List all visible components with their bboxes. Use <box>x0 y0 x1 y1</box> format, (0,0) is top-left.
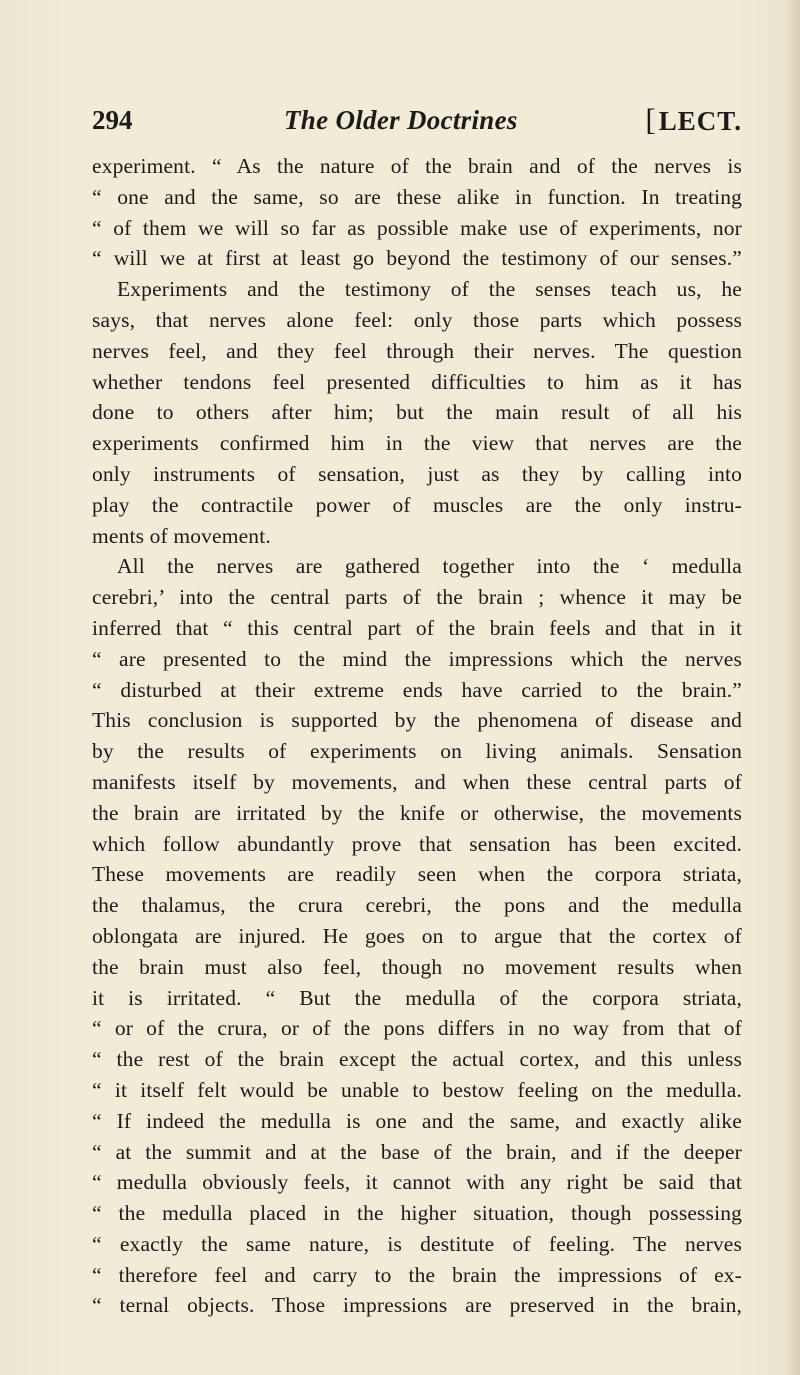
text-line: “ exactly the same nature, is destitute of feeling. The nerves <box>92 1231 742 1256</box>
text-line: only instruments of sensation, just as they by calling into <box>92 461 742 486</box>
text-line: “ disturbed at their extreme ends have carried to the brain.” <box>92 677 742 702</box>
text-line: “ If indeed the medulla is one and the same, and exactly alike <box>92 1108 742 1133</box>
text-line: the thalamus, the crura cerebri, the pons and the medulla <box>92 893 742 918</box>
text-line: which follow abundantly prove that sensation has been excited. <box>92 831 742 856</box>
text-line: “ the rest of the brain except the actual cortex, and this unless <box>92 1047 742 1072</box>
text-line: inferred that “ this central part of the brain feels and that in it <box>92 615 742 640</box>
text-line: “ at the summit and at the base of the brain, and if the deeper <box>92 1139 742 1164</box>
text-line: ments of movement. <box>92 523 271 548</box>
section-label-text: LECT. <box>658 106 742 136</box>
text-line: All the nerves are gathered together into the ‘ medulla <box>117 554 742 579</box>
text-line: “ ternal objects. Those impressions are preserved in the brain, <box>92 1293 742 1318</box>
text-line: Experiments and the testimony of the senses teach us, he <box>117 277 742 302</box>
text-line: whether tendons feel presented difficulties to him as it has <box>92 369 742 394</box>
text-line: oblongata are injured. He goes on to argue that the cortex of <box>92 923 742 948</box>
text-line: These movements are readily seen when the corpora striata, <box>92 862 742 887</box>
text-line: nerves feel, and they feel through their nerves. The question <box>92 338 742 363</box>
text-line: the brain must also feel, though no movement results when <box>92 954 742 979</box>
text-line: “ will we at first at least go beyond the testimony of our senses.” <box>92 246 742 271</box>
text-line: says, that nerves alone feel: only those parts which possess <box>92 307 742 332</box>
section-label <box>645 100 742 141</box>
text-line: experiment. “ As the nature of the brain and of the nerves is <box>92 154 742 178</box>
text-line: “ the medulla placed in the higher situation, though possessing <box>92 1201 742 1226</box>
running-header <box>92 100 742 140</box>
text-line: “ or of the crura, or of the pons differs in no way from that of <box>92 1016 742 1041</box>
text-line: play the contractile power of muscles are the only instru- <box>92 492 742 517</box>
section-bracket: [ <box>645 102 657 137</box>
text-line: it is irritated. “ But the medulla of the corpora striata, <box>92 985 742 1010</box>
text-line: done to others after him; but the main result of all his <box>92 400 742 425</box>
text-line: experiments confirmed him in the view that nerves are the <box>92 431 742 456</box>
text-line: cerebri,’ into the central parts of the brain ; whence it may be <box>92 585 742 610</box>
page-edge-shadow <box>786 0 800 1375</box>
text-line: manifests itself by movements, and when these central parts of <box>92 769 742 794</box>
body-text <box>92 151 742 1321</box>
text-line: the brain are irritated by the knife or otherwise, the movements <box>92 800 742 825</box>
text-line: “ of them we will so far as possible make use of experiments, nor <box>92 215 742 240</box>
page-number: 294 <box>92 105 133 135</box>
running-title: The Older Doctrines <box>284 105 518 135</box>
text-line: by the results of experiments on living animals. Sensation <box>92 739 742 764</box>
text-line: “ one and the same, so are these alike in function. In treating <box>92 184 742 209</box>
text-line: “ it itself felt would be unable to bestow feeling on the medulla. <box>92 1077 742 1102</box>
text-line: “ are presented to the mind the impressions which the nerves <box>92 646 742 671</box>
text-line: This conclusion is supported by the phenomena of disease and <box>92 708 742 733</box>
text-line: “ therefore feel and carry to the brain the impressions of ex- <box>92 1262 742 1287</box>
text-line: “ medulla obviously feels, it cannot with any right be said that <box>92 1170 742 1195</box>
